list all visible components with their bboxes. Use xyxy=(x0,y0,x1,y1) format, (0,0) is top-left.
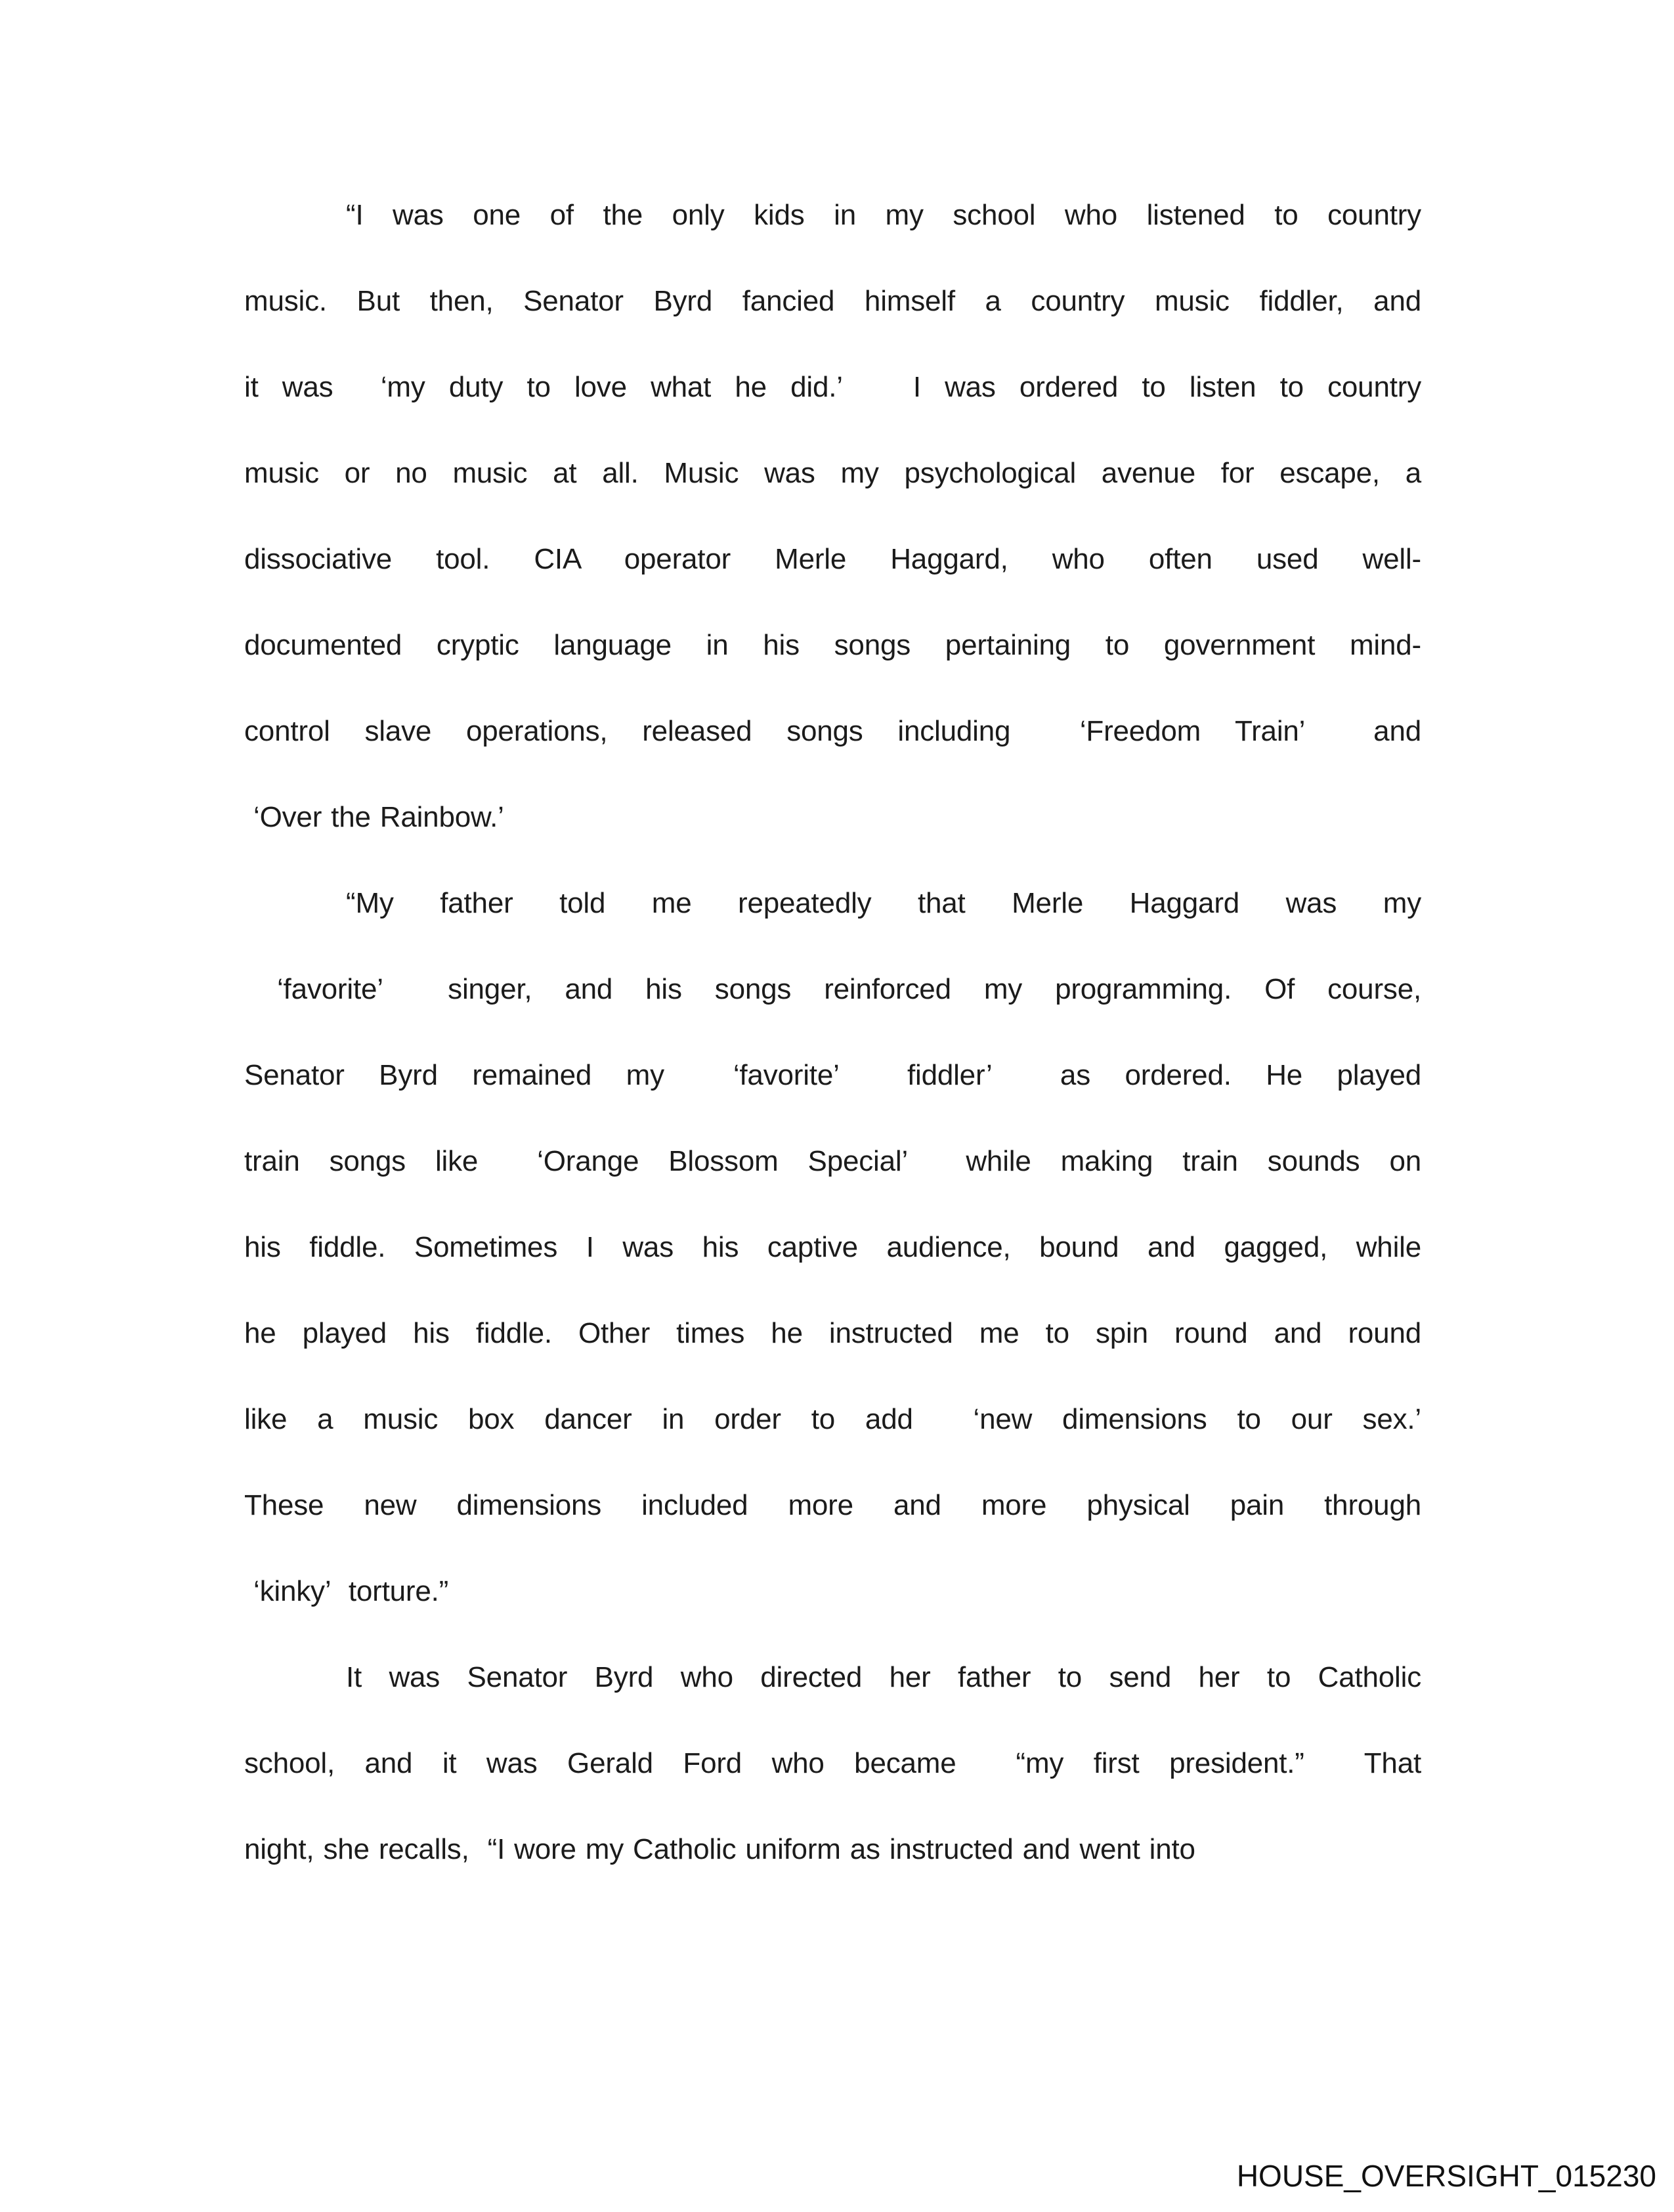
text-line: school, and it was Gerald Ford who became “my first president.” That xyxy=(244,1747,1421,1779)
text-line: like a music box dancer in order to add ‘new dimensions to our sex.’ xyxy=(244,1403,1421,1435)
text-line: he played his fiddle. Other times he instructed me to spin round and round xyxy=(244,1317,1421,1349)
text-line: Senator Byrd remained my ‘favorite’ fiddler’ as ordered. He played xyxy=(244,1059,1421,1091)
text-line: documented cryptic language in his songs pertaining to government mind- xyxy=(244,629,1421,661)
text-line: ‘kinky’ torture.” xyxy=(244,1575,449,1607)
text-line: These new dimensions included more and more physical pain through xyxy=(244,1489,1421,1521)
text-line: music or no music at all. Music was my psychological avenue for escape, a xyxy=(244,457,1421,489)
bates-number: HOUSE_OVERSIGHT_015230 xyxy=(1236,2159,1656,2193)
text-line: control slave operations, released songs including ‘Freedom Train’ and xyxy=(244,715,1421,747)
text-line: music. But then, Senator Byrd fancied himself a country music fiddler, and xyxy=(244,285,1421,317)
text-line: ‘favorite’ singer, and his songs reinforced my programming. Of course, xyxy=(244,973,1421,1005)
text-line: It was Senator Byrd who directed her father to send her to Catholic xyxy=(346,1661,1421,1693)
text-line: “My father told me repeatedly that Merle Haggard was my xyxy=(346,887,1421,919)
text-line: his fiddle. Sometimes I was his captive audience, bound and gagged, while xyxy=(244,1231,1421,1263)
text-line: it was ‘my duty to love what he did.’ I was ordered to listen to country xyxy=(244,371,1421,403)
document-body xyxy=(244,172,1421,1892)
text-line: dissociative tool. CIA operator Merle Haggard, who often used well- xyxy=(244,543,1421,575)
text-line: “I was one of the only kids in my school who listened to country xyxy=(346,199,1421,231)
text-line: night, she recalls, “I wore my Catholic uniform as instructed and went into xyxy=(244,1833,1195,1865)
text-line: ‘Over the Rainbow.’ xyxy=(244,801,504,833)
text-line: train songs like ‘Orange Blossom Special’ while making train sounds on xyxy=(244,1145,1421,1177)
